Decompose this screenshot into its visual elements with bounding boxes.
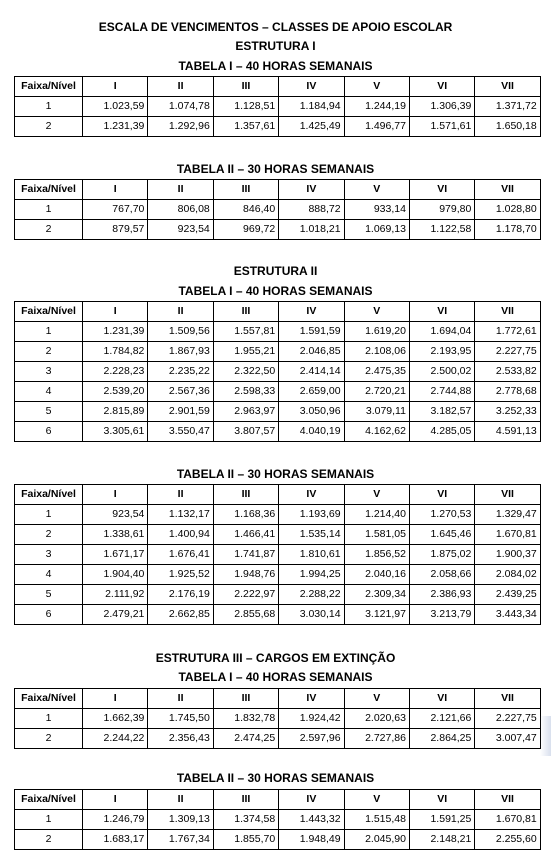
salary-cell: 1.132,17 <box>148 505 213 525</box>
salary-cell: 2.662,85 <box>148 605 213 625</box>
salary-cell: 2.744,88 <box>409 382 474 402</box>
salary-cell: 2.058,66 <box>409 565 474 585</box>
salary-cell: 1.292,96 <box>148 117 213 137</box>
column-header-nivel-ii: II <box>148 180 213 200</box>
column-header-faixa-nivel: Faixa/Nível <box>15 180 83 200</box>
salary-cell: 3.007,47 <box>475 729 540 749</box>
table-row <box>15 342 541 362</box>
table-row <box>15 709 541 729</box>
column-header-nivel-iv: IV <box>279 689 344 709</box>
salary-cell: 1.400,94 <box>148 525 213 545</box>
salary-cell: 4.591,13 <box>475 422 540 442</box>
column-header-nivel-iv: IV <box>279 77 344 97</box>
salary-table-e1-t1 <box>14 76 541 137</box>
table-row <box>15 117 541 137</box>
column-header-nivel-vii: VII <box>475 689 540 709</box>
salary-cell: 2.475,35 <box>344 362 409 382</box>
column-header-nivel-vii: VII <box>475 790 540 810</box>
salary-cell: 2.963,97 <box>213 402 278 422</box>
column-header-nivel-vii: VII <box>475 302 540 322</box>
salary-cell: 1.270,53 <box>409 505 474 525</box>
header-row <box>15 485 541 505</box>
faixa-cell: 5 <box>15 402 83 422</box>
scan-smudge <box>540 716 551 756</box>
salary-cell: 3.252,33 <box>475 402 540 422</box>
column-header-faixa-nivel: Faixa/Nível <box>15 790 83 810</box>
salary-cell: 933,14 <box>344 200 409 220</box>
salary-cell: 1.645,46 <box>409 525 474 545</box>
salary-cell: 2.439,25 <box>475 585 540 605</box>
salary-cell: 3.807,57 <box>213 422 278 442</box>
column-header-nivel-v: V <box>344 302 409 322</box>
salary-cell: 1.832,78 <box>213 709 278 729</box>
salary-cell: 4.040,19 <box>279 422 344 442</box>
salary-cell: 2.901,59 <box>148 402 213 422</box>
header-row <box>15 180 541 200</box>
salary-cell: 1.069,13 <box>344 220 409 240</box>
salary-cell: 2.479,21 <box>83 605 148 625</box>
table-row <box>15 525 541 545</box>
salary-cell: 4.162,62 <box>344 422 409 442</box>
column-header-nivel-i: I <box>83 302 148 322</box>
salary-table-e2-t1 <box>14 301 541 442</box>
salary-cell: 2.720,21 <box>344 382 409 402</box>
column-header-nivel-i: I <box>83 77 148 97</box>
faixa-cell: 1 <box>15 200 83 220</box>
faixa-cell: 2 <box>15 525 83 545</box>
table-row <box>15 97 541 117</box>
salary-cell: 2.598,33 <box>213 382 278 402</box>
salary-cell: 1.425,49 <box>279 117 344 137</box>
salary-cell: 2.539,20 <box>83 382 148 402</box>
column-header-nivel-vi: VI <box>409 302 474 322</box>
salary-cell: 2.597,96 <box>279 729 344 749</box>
salary-cell: 1.670,81 <box>475 810 540 830</box>
salary-cell: 767,70 <box>83 200 148 220</box>
salary-cell: 923,54 <box>148 220 213 240</box>
salary-cell: 923,54 <box>83 505 148 525</box>
salary-cell: 1.244,19 <box>344 97 409 117</box>
column-header-nivel-v: V <box>344 485 409 505</box>
table-title-e3-t1: TABELA I – 40 HORAS SEMANAIS <box>178 670 373 684</box>
column-header-faixa-nivel: Faixa/Nível <box>15 485 83 505</box>
salary-cell: 3.030,14 <box>279 605 344 625</box>
salary-cell: 1.867,93 <box>148 342 213 362</box>
salary-cell: 1.246,79 <box>83 810 148 830</box>
column-header-nivel-v: V <box>344 790 409 810</box>
salary-cell: 1.581,05 <box>344 525 409 545</box>
salary-cell: 2.045,90 <box>344 830 409 850</box>
column-header-faixa-nivel: Faixa/Nível <box>15 302 83 322</box>
salary-cell: 2.288,22 <box>279 585 344 605</box>
salary-cell: 1.338,61 <box>83 525 148 545</box>
salary-cell: 1.122,58 <box>409 220 474 240</box>
table-row <box>15 402 541 422</box>
salary-cell: 2.222,97 <box>213 585 278 605</box>
faixa-cell: 1 <box>15 97 83 117</box>
salary-cell: 1.329,47 <box>475 505 540 525</box>
faixa-cell: 3 <box>15 362 83 382</box>
column-header-nivel-v: V <box>344 180 409 200</box>
table-title-e1-t1: TABELA I – 40 HORAS SEMANAIS <box>178 59 373 73</box>
salary-cell: 2.244,22 <box>83 729 148 749</box>
faixa-cell: 2 <box>15 342 83 362</box>
salary-table-e2-t2 <box>14 484 541 625</box>
table-row <box>15 545 541 565</box>
table-title-e3-t2: TABELA II – 30 HORAS SEMANAIS <box>176 771 375 785</box>
table-row <box>15 585 541 605</box>
faixa-cell: 1 <box>15 505 83 525</box>
column-header-nivel-i: I <box>83 180 148 200</box>
column-header-nivel-vi: VI <box>409 77 474 97</box>
salary-cell: 2.148,21 <box>409 830 474 850</box>
faixa-cell: 6 <box>15 605 83 625</box>
salary-cell: 1.193,69 <box>279 505 344 525</box>
salary-cell: 1.018,21 <box>279 220 344 240</box>
faixa-cell: 3 <box>15 545 83 565</box>
column-header-nivel-iii: III <box>213 180 278 200</box>
faixa-cell: 1 <box>15 709 83 729</box>
salary-cell: 1.357,61 <box>213 117 278 137</box>
column-header-faixa-nivel: Faixa/Nível <box>15 689 83 709</box>
document-title: ESCALA DE VENCIMENTOS – CLASSES DE APOIO ESCOLAR <box>98 20 453 34</box>
faixa-cell: 2 <box>15 220 83 240</box>
salary-cell: 1.535,14 <box>279 525 344 545</box>
column-header-nivel-iii: III <box>213 790 278 810</box>
salary-cell: 2.855,68 <box>213 605 278 625</box>
salary-cell: 1.694,04 <box>409 322 474 342</box>
salary-cell: 3.443,34 <box>475 605 540 625</box>
column-header-nivel-ii: II <box>148 302 213 322</box>
salary-cell: 1.745,50 <box>148 709 213 729</box>
salary-cell: 1.875,02 <box>409 545 474 565</box>
salary-cell: 2.108,06 <box>344 342 409 362</box>
salary-cell: 3.550,47 <box>148 422 213 442</box>
salary-cell: 2.040,16 <box>344 565 409 585</box>
faixa-cell: 4 <box>15 565 83 585</box>
column-header-nivel-iii: III <box>213 689 278 709</box>
column-header-nivel-v: V <box>344 77 409 97</box>
faixa-cell: 1 <box>15 810 83 830</box>
column-header-nivel-iii: III <box>213 302 278 322</box>
salary-cell: 2.567,36 <box>148 382 213 402</box>
salary-cell: 2.111,92 <box>83 585 148 605</box>
table-row <box>15 830 541 850</box>
salary-cell: 2.659,00 <box>279 382 344 402</box>
salary-cell: 2.474,25 <box>213 729 278 749</box>
table-row <box>15 362 541 382</box>
salary-table-e3-t2 <box>14 789 541 850</box>
salary-cell: 2.322,50 <box>213 362 278 382</box>
salary-cell: 1.496,77 <box>344 117 409 137</box>
column-header-nivel-iii: III <box>213 485 278 505</box>
salary-cell: 1.231,39 <box>83 117 148 137</box>
salary-table-e1-t2 <box>14 179 541 240</box>
column-header-nivel-ii: II <box>148 77 213 97</box>
column-header-nivel-i: I <box>83 790 148 810</box>
column-header-nivel-vi: VI <box>409 180 474 200</box>
salary-cell: 1.650,18 <box>475 117 540 137</box>
column-header-nivel-vi: VI <box>409 790 474 810</box>
salary-cell: 1.772,61 <box>475 322 540 342</box>
salary-cell: 2.778,68 <box>475 382 540 402</box>
salary-cell: 1.948,49 <box>279 830 344 850</box>
salary-cell: 1.214,40 <box>344 505 409 525</box>
salary-cell: 3.213,79 <box>409 605 474 625</box>
faixa-cell: 2 <box>15 117 83 137</box>
salary-cell: 879,57 <box>83 220 148 240</box>
column-header-nivel-iv: IV <box>279 180 344 200</box>
column-header-nivel-iv: IV <box>279 790 344 810</box>
salary-cell: 1.662,39 <box>83 709 148 729</box>
column-header-nivel-iv: IV <box>279 485 344 505</box>
salary-cell: 1.810,61 <box>279 545 344 565</box>
salary-cell: 2.176,19 <box>148 585 213 605</box>
salary-cell: 1.671,17 <box>83 545 148 565</box>
salary-cell: 1.168,36 <box>213 505 278 525</box>
salary-cell: 2.864,25 <box>409 729 474 749</box>
column-header-nivel-vii: VII <box>475 77 540 97</box>
salary-cell: 1.591,25 <box>409 810 474 830</box>
salary-cell: 2.386,93 <box>409 585 474 605</box>
salary-cell: 2.356,43 <box>148 729 213 749</box>
salary-cell: 2.046,85 <box>279 342 344 362</box>
column-header-faixa-nivel: Faixa/Nível <box>15 77 83 97</box>
salary-cell: 1.925,52 <box>148 565 213 585</box>
salary-cell: 846,40 <box>213 200 278 220</box>
salary-cell: 3.050,96 <box>279 402 344 422</box>
salary-cell: 1.509,56 <box>148 322 213 342</box>
salary-table-e3-t1 <box>14 688 541 749</box>
table-row <box>15 200 541 220</box>
salary-cell: 2.255,60 <box>475 830 540 850</box>
salary-cell: 1.184,94 <box>279 97 344 117</box>
faixa-cell: 6 <box>15 422 83 442</box>
table-title-e1-t2: TABELA II – 30 HORAS SEMANAIS <box>176 162 375 176</box>
salary-cell: 1.178,70 <box>475 220 540 240</box>
faixa-cell: 4 <box>15 382 83 402</box>
salary-cell: 1.371,72 <box>475 97 540 117</box>
salary-cell: 1.676,41 <box>148 545 213 565</box>
salary-cell: 2.227,75 <box>475 709 540 729</box>
salary-cell: 1.306,39 <box>409 97 474 117</box>
header-row <box>15 790 541 810</box>
salary-cell: 1.128,51 <box>213 97 278 117</box>
salary-cell: 1.443,32 <box>279 810 344 830</box>
salary-cell: 1.955,21 <box>213 342 278 362</box>
salary-cell: 969,72 <box>213 220 278 240</box>
salary-cell: 1.683,17 <box>83 830 148 850</box>
table-row <box>15 565 541 585</box>
salary-cell: 1.619,20 <box>344 322 409 342</box>
column-header-nivel-i: I <box>83 485 148 505</box>
salary-cell: 806,08 <box>148 200 213 220</box>
salary-cell: 1.904,40 <box>83 565 148 585</box>
salary-cell: 1.924,42 <box>279 709 344 729</box>
salary-cell: 1.028,80 <box>475 200 540 220</box>
salary-cell: 2.121,66 <box>409 709 474 729</box>
column-header-nivel-vi: VI <box>409 689 474 709</box>
salary-cell: 2.500,02 <box>409 362 474 382</box>
table-title-e2-t2: TABELA II – 30 HORAS SEMANAIS <box>176 467 375 481</box>
salary-cell: 1.900,37 <box>475 545 540 565</box>
section-heading-estrutura-ii: ESTRUTURA II <box>233 264 318 278</box>
salary-cell: 3.079,11 <box>344 402 409 422</box>
column-header-nivel-ii: II <box>148 790 213 810</box>
faixa-cell: 1 <box>15 322 83 342</box>
table-title-e2-t1: TABELA I – 40 HORAS SEMANAIS <box>178 284 373 298</box>
salary-cell: 2.227,75 <box>475 342 540 362</box>
salary-cell: 3.305,61 <box>83 422 148 442</box>
salary-cell: 2.193,95 <box>409 342 474 362</box>
salary-cell: 2.815,89 <box>83 402 148 422</box>
salary-cell: 2.309,34 <box>344 585 409 605</box>
salary-cell: 1.466,41 <box>213 525 278 545</box>
section-heading-estrutura-iii: ESTRUTURA III – CARGOS EM EXTINÇÃO <box>155 651 396 665</box>
table-row <box>15 422 541 442</box>
salary-cell: 979,80 <box>409 200 474 220</box>
column-header-nivel-vii: VII <box>475 180 540 200</box>
salary-cell: 1.994,25 <box>279 565 344 585</box>
column-header-nivel-v: V <box>344 689 409 709</box>
faixa-cell: 2 <box>15 729 83 749</box>
salary-cell: 1.784,82 <box>83 342 148 362</box>
table-row <box>15 810 541 830</box>
salary-cell: 1.948,76 <box>213 565 278 585</box>
header-row <box>15 689 541 709</box>
column-header-nivel-ii: II <box>148 689 213 709</box>
salary-cell: 2.235,22 <box>148 362 213 382</box>
salary-cell: 1.670,81 <box>475 525 540 545</box>
salary-cell: 3.121,97 <box>344 605 409 625</box>
table-row <box>15 322 541 342</box>
faixa-cell: 2 <box>15 830 83 850</box>
salary-cell: 2.020,63 <box>344 709 409 729</box>
salary-cell: 1.231,39 <box>83 322 148 342</box>
salary-cell: 1.515,48 <box>344 810 409 830</box>
salary-cell: 1.591,59 <box>279 322 344 342</box>
column-header-nivel-ii: II <box>148 485 213 505</box>
salary-cell: 1.023,59 <box>83 97 148 117</box>
table-row <box>15 729 541 749</box>
table-row <box>15 382 541 402</box>
column-header-nivel-vii: VII <box>475 485 540 505</box>
salary-cell: 3.182,57 <box>409 402 474 422</box>
salary-cell: 1.074,78 <box>148 97 213 117</box>
salary-cell: 1.374,58 <box>213 810 278 830</box>
column-header-nivel-vi: VI <box>409 485 474 505</box>
salary-cell: 1.767,34 <box>148 830 213 850</box>
table-row <box>15 505 541 525</box>
salary-cell: 1.309,13 <box>148 810 213 830</box>
salary-cell: 2.084,02 <box>475 565 540 585</box>
salary-cell: 1.856,52 <box>344 545 409 565</box>
salary-cell: 1.557,81 <box>213 322 278 342</box>
column-header-nivel-i: I <box>83 689 148 709</box>
salary-cell: 1.741,87 <box>213 545 278 565</box>
table-row <box>15 220 541 240</box>
header-row <box>15 302 541 322</box>
table-row <box>15 605 541 625</box>
salary-cell: 4.285,05 <box>409 422 474 442</box>
salary-cell: 2.414,14 <box>279 362 344 382</box>
salary-cell: 2.228,23 <box>83 362 148 382</box>
salary-cell: 888,72 <box>279 200 344 220</box>
section-heading-estrutura-i: ESTRUTURA I <box>235 39 316 53</box>
salary-cell: 2.727,86 <box>344 729 409 749</box>
salary-cell: 1.855,70 <box>213 830 278 850</box>
salary-cell: 1.571,61 <box>409 117 474 137</box>
column-header-nivel-iv: IV <box>279 302 344 322</box>
column-header-nivel-iii: III <box>213 77 278 97</box>
header-row <box>15 77 541 97</box>
salary-cell: 2.533,82 <box>475 362 540 382</box>
faixa-cell: 5 <box>15 585 83 605</box>
